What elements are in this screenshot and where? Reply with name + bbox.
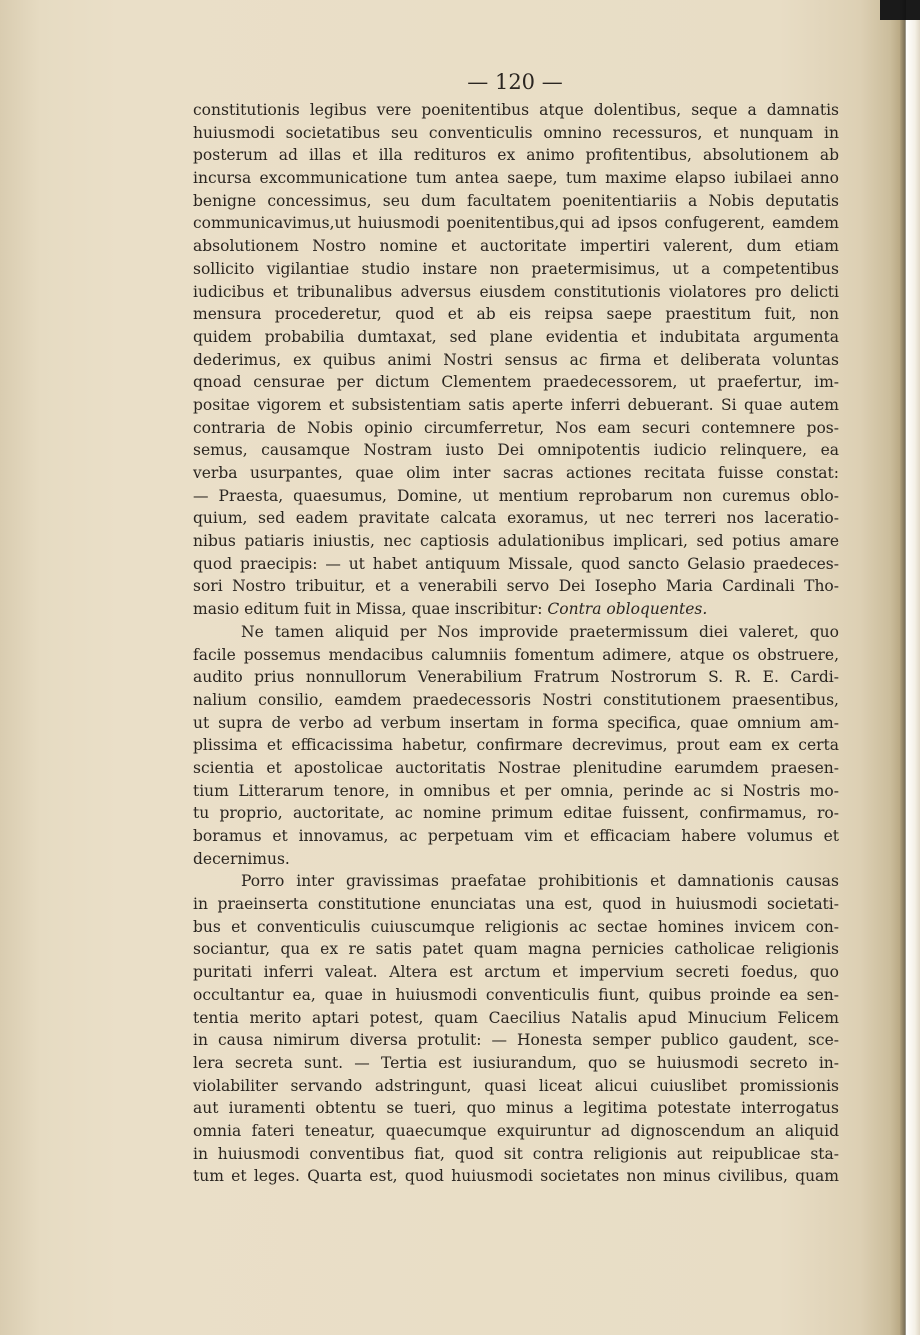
- text-line: puritati inferri valeat. Altera est arctum et impervium secreti foedus, quo: [193, 963, 839, 982]
- text-line: nalium consilio, eamdem praedecessoris Nostri constitutionem praesentibus,: [193, 690, 839, 709]
- text-line: benigne concessimus, seu dum facultatem poenitentiariis a Nobis deputatis: [193, 191, 839, 210]
- text-line: tu proprio, auctoritate, ac nomine primum editae fuissent, confirmamus, ro-: [193, 804, 839, 823]
- italic-title: Contra obloquentes.: [547, 600, 708, 619]
- text-line: in causa nimirum diversa protulit: — Honesta semper publico gaudent, sce-: [193, 1031, 839, 1050]
- body-text: [193, 99, 839, 1188]
- text-line: audito prius nonnullorum Venerabilium Fratrum Nostrorum S. R. E. Cardi-: [193, 668, 839, 687]
- page-number: — 120 —: [467, 70, 563, 94]
- text-line: quod praecipis: — ut habet antiquum Missale, quod sancto Gelasio praedeces-: [193, 554, 839, 573]
- text-line: in huiusmodi conventibus fiat, quod sit contra religionis aut reipublicae sta-: [193, 1144, 839, 1163]
- text-line: aut iuramenti obtentu se tueri, quo minus a legitima potestate interrogatus: [193, 1099, 839, 1118]
- text-line: bus et conventiculis cuiuscumque religionis ac sectae homines invicem con-: [193, 917, 839, 936]
- text-line: scientia et apostolicae auctoritatis Nostrae plenitudine earumdem praesen-: [193, 758, 839, 777]
- text-line: sori Nostro tribuitur, et a venerabili servo Dei Iosepho Maria Cardinali Tho-: [193, 577, 839, 596]
- paragraph-start-line: Porro inter gravissimas praefatae prohibitionis et damnationis causas: [241, 872, 839, 891]
- text-line-with-title: [193, 598, 839, 621]
- text-line: lera secreta sunt. — Tertia est iusiurandum, quo se huiusmodi secreto in-: [193, 1053, 839, 1072]
- text-line: iudicibus et tribunalibus adversus eiusdem constitutionis violatores pro delicti: [193, 282, 839, 301]
- text-line: contraria de Nobis opinio circumferretur, Nos eam securi contemnere pos-: [193, 418, 839, 437]
- text-line: nibus patiaris iniustis, nec captiosis adulationibus implicari, sed potius amare: [193, 532, 839, 551]
- text-line: positae vigorem et subsistentiam satis aperte inferri debuerant. Si quae autem: [193, 395, 839, 414]
- text-line: sociantur, qua ex re satis patet quam magna pernicies catholicae religionis: [193, 940, 839, 959]
- text-line: tentia merito aptari potest, quam Caecilius Natalis apud Minucium Felicem: [193, 1008, 839, 1027]
- text-line: verba usurpantes, quae olim inter sacras actiones recitata fuisse constat:: [193, 464, 839, 482]
- text-line: occultantur ea, quae in huiusmodi conventiculis fiunt, quibus proinde ea sen-: [193, 985, 839, 1004]
- text-line: violabiliter servando adstringunt, quasi liceat alicui cuiuslibet promissionis: [193, 1076, 839, 1095]
- text-line: semus, causamque Nostram iusto Dei omnipotentis iudicio relinquere, ea: [193, 441, 839, 460]
- text-line: sollicito vigilantiae studio instare non praetermisimus, ut a competentibus: [193, 259, 839, 278]
- text-line: — Praesta, quaesumus, Domine, ut mentium reprobarum non curemus oblo-: [193, 486, 839, 505]
- text-line: absolutionem Nostro nomine et auctoritate impertiri valerent, dum etiam: [193, 237, 839, 256]
- text-line: dederimus, ex quibus animi Nostri sensus ac firma et deliberata voluntas: [193, 350, 839, 369]
- text-line: plissima et efficacissima habetur, confirmare decrevimus, prout eam ex certa: [193, 736, 839, 755]
- text-line: tum et leges. Quarta est, quod huiusmodi societates non minus civilibus, quam: [193, 1167, 839, 1186]
- text-line: decernimus.: [193, 849, 290, 868]
- text-line: huiusmodi societatibus seu conventiculis omnino recessuros, et nunquam in: [193, 123, 839, 142]
- text-line: omnia fateri teneatur, quaecumque exquiruntur ad dignoscendum an aliquid: [193, 1121, 839, 1140]
- text-line: quidem probabilia dumtaxat, sed plane evidentia et indubitata argumenta: [193, 327, 839, 346]
- book-gutter: [900, 0, 906, 1335]
- text-line: masio editum fuit in Missa, quae inscribitur:: [193, 600, 543, 619]
- text-line: posterum ad illas et illa redituros ex animo profitentibus, absolutionem ab: [193, 146, 839, 165]
- paragraph-start-line: Ne tamen aliquid per Nos improvide praetermissum diei valeret, quo: [241, 622, 839, 641]
- text-line: qnoad censurae per dictum Clementem praedecessorem, ut praefertur, im-: [193, 373, 839, 392]
- text-line: quium, sed eadem pravitate calcata exoramus, ut nec terreri nos laceratio-: [193, 509, 839, 528]
- text-line: communicavimus,ut huiusmodi poenitentibus,qui ad ipsos confugerent, eamdem: [193, 214, 839, 233]
- text-line: mensura procederetur, quod et ab eis reipsa saepe praestitum fuit, non: [193, 305, 839, 324]
- text-line: facile possemus mendacibus calumniis fomentum adimere, atque os obstruere,: [193, 645, 839, 664]
- text-line: in praeinserta constitutione enunciatas una est, quod in huiusmodi societati-: [193, 895, 839, 914]
- text-line: ut supra de verbo ad verbum insertam in forma specifica, quae omnium am-: [193, 713, 839, 732]
- text-line: tium Litterarum tenore, in omnibus et per omnia, perinde ac si Nostris mo-: [193, 781, 839, 800]
- text-line: incursa excommunicatione tum antea saepe, tum maxime elapso iubilaei anno: [193, 169, 839, 188]
- text-line: constitutionis legibus vere poenitentibus atque dolentibus, seque a damnatis: [193, 101, 839, 119]
- text-line: boramus et innovamus, ac perpetuam vim et efficaciam habere volumus et: [193, 827, 839, 845]
